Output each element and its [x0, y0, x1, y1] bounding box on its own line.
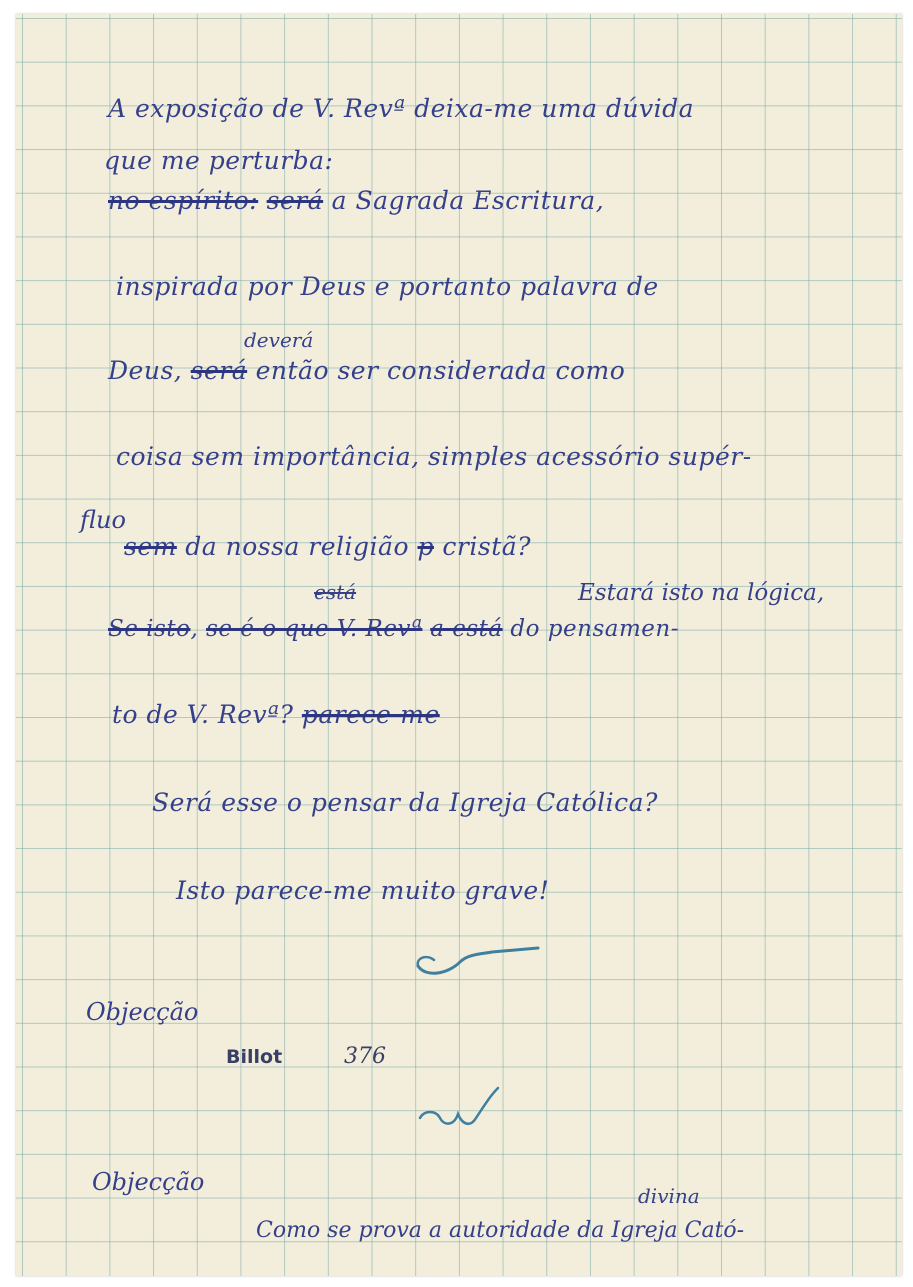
struck-text: Se isto [108, 616, 191, 642]
line-3-text: a Sagrada Escritura, [323, 186, 605, 215]
struck-text: será [266, 186, 324, 215]
insertion-fluo [80, 506, 126, 534]
line-11-text: Isto parece-me muito grave! [176, 876, 550, 905]
text-line-2 [104, 146, 333, 175]
struck-text: parece-me [301, 700, 440, 729]
insertion-estara [578, 580, 824, 606]
flourish-divider [412, 940, 542, 980]
line-10-text: Será esse o pensar da Igreja Católica? [152, 788, 658, 817]
text-line-11 [176, 876, 549, 905]
text-line-8 [108, 616, 679, 642]
line-5-text-end: então ser considerada como [247, 356, 626, 385]
line-8-text: do pensamen- [502, 616, 679, 642]
text-line-4 [116, 272, 659, 301]
struck-text: sem [124, 532, 177, 561]
insertion-devera [244, 328, 313, 352]
insertion-esta [314, 580, 356, 604]
objeccao-1-heading [86, 998, 198, 1026]
struck-text: se é o que V. Revª [206, 616, 423, 642]
objeccao-2-text [256, 1218, 744, 1243]
insertion-fluo-text: fluo [80, 506, 126, 534]
text-line-3 [108, 186, 604, 215]
insertion-esta-text: está [314, 580, 357, 604]
struck-text: será [190, 356, 248, 385]
insertion-divina [638, 1184, 700, 1208]
objeccao-1-reference-text: Billot [226, 1046, 283, 1068]
insertion-divina-text: divina [638, 1184, 700, 1208]
objeccao-1-heading-text: Objecção [86, 998, 199, 1026]
line-2-text: que me perturba: [104, 146, 334, 175]
insertion-devera-text: deverá [244, 328, 314, 352]
text-line-10 [152, 788, 658, 817]
objeccao-2-heading-text: Objecção [92, 1168, 205, 1196]
struck-text: no espírito: [108, 186, 259, 215]
struck-text: a está [430, 616, 503, 642]
text-line-9 [112, 700, 440, 729]
line-9-text: to de V. Revª? [112, 700, 294, 729]
objeccao-2-text-content: Como se prova a autoridade da Igreja Cató- [256, 1218, 745, 1243]
objeccao-1-page [344, 1044, 386, 1069]
line-1-text: A exposição de V. Revª deixa-me uma dúvida [108, 94, 695, 123]
line-7-text: da nossa religião [176, 532, 418, 561]
line-6-text: coisa sem importância, simples acessório supér- [116, 442, 752, 471]
line-4-text: inspirada por Deus e portanto palavra de [116, 272, 659, 301]
line-3-space [258, 186, 266, 215]
line-9-space [293, 700, 301, 729]
line-5-text: Deus, [108, 356, 191, 385]
text-line-7 [124, 532, 531, 561]
objeccao-2-heading [92, 1168, 204, 1196]
line-8-comma: , [190, 616, 207, 642]
objeccao-1-page-text: 376 [344, 1044, 386, 1069]
flourish-divider [414, 1084, 504, 1140]
text-line-5 [108, 356, 625, 385]
line-7-text-end: cristã? [433, 532, 532, 561]
text-line-1 [108, 94, 694, 123]
manuscript-page [16, 14, 902, 1276]
struck-text: p [417, 532, 434, 561]
text-line-6 [116, 442, 752, 471]
insertion-estara-text: Estará isto na lógica, [578, 580, 825, 606]
objeccao-1-reference [226, 1046, 282, 1068]
